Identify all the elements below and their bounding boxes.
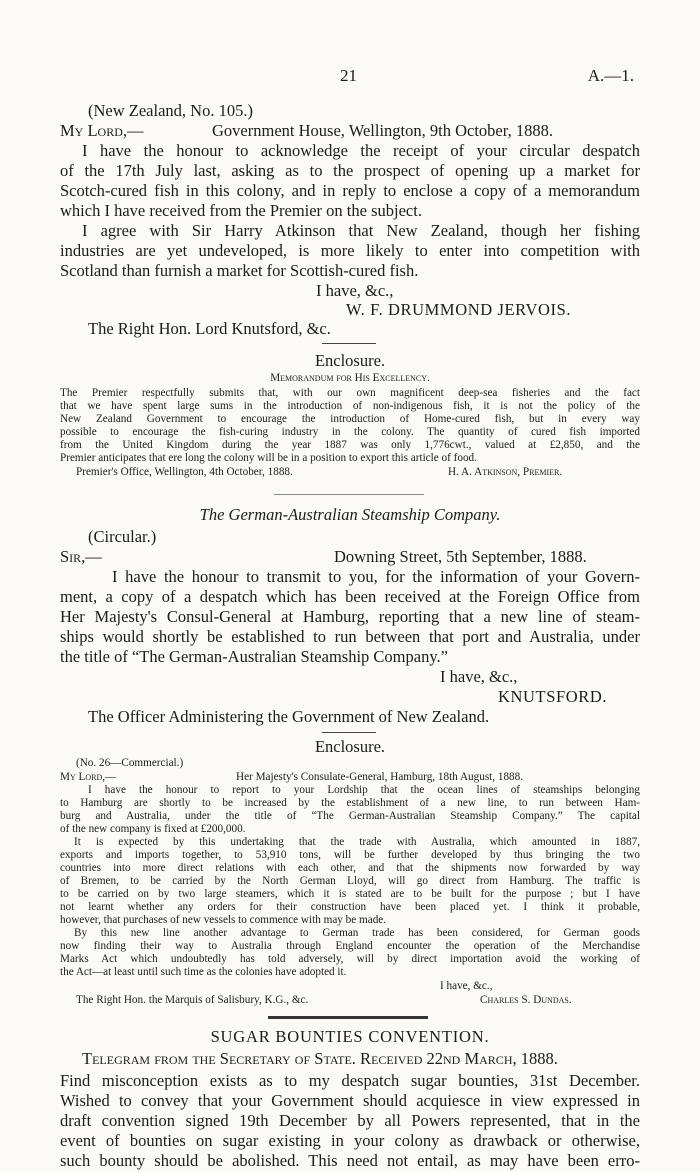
section-title: The German-Australian Steamship Company. [199,505,501,524]
paragraph-line: from the United Kingdom during the year 1887 was only 1,776cwt., valued at £2,850, and the [60,439,640,451]
paragraph-line: Her Majesty's Consul-General at Hamburg, reporting that a new line of steam- [60,607,640,626]
addressee: The Officer Administering the Government of New Zealand. [88,707,490,726]
addressee-signature-row [76,994,640,1008]
paragraph-line: countries into more direct relations with each other, and that the shipments now forwarded by way [60,862,640,874]
section-title: SUGAR BOUNTIES CONVENTION. [210,1027,490,1046]
paragraph-line: not learnt whether any orders for their construction have been placed yet. I think it probable, [60,901,640,913]
salutation: My Lord,— [60,771,117,783]
page-number: 21 [340,66,357,85]
salutation: Sir,— [60,547,102,566]
despatch-address: Government House, Wellington, 9th October, 1888. [212,121,553,140]
despatch-salutation-row [60,120,640,142]
paragraph-line: the Act—at least until such time as the colonies have adopted it. [60,966,347,978]
paragraph-line: industries are yet undeveloped, is more likely to enter into competition with [60,241,640,260]
paragraph-line: event of bounties on sugar existing in your colony as drawback or otherwise, [60,1131,640,1150]
paragraph-line: draft convention signed 19th December by all Powers represented, that in the [60,1111,640,1130]
paragraph-line: such bounty should be abolished. This need not entail, as may have been erro- [60,1151,640,1170]
addressee: The Right Hon. Lord Knutsford, &c. [88,319,331,338]
signature: H. A. Atkinson, Premier. [448,466,563,478]
despatch-heading: (Circular.) [88,527,157,546]
divider [322,343,376,344]
despatch-heading: (New Zealand, No. 105.) [88,101,253,120]
paragraph-line: It is expected by this undertaking that the trade with Australia, which amounted in 1887, [74,836,640,848]
paragraph-line: By this new line another advantage to German trade has been considered, for German goods [74,927,640,939]
section-divider [268,1016,428,1019]
enclosure-title: Enclosure. [314,351,386,370]
paragraph-line: now finding their way to Australia through England encounter the operation of the Merchandise [60,940,640,952]
signature: W. F. DRUMMOND JERVOIS. [346,300,572,319]
paragraph-line: Premier anticipates that ere long the colony will be in a position to export this article of food. [60,452,477,464]
enclosure-title: Enclosure. [314,737,386,756]
place-date: Premier's Office, Wellington, 4th October, 1888. [76,466,293,478]
paragraph-line: I agree with Sir Harry Atkinson that New Zealand, though her fishing [82,221,640,240]
paragraph-line: to be carried on by two large steamers, which it is stated are to be built for the purpose ; but I have [60,888,640,900]
despatch-salutation-row [60,771,640,785]
paragraph-line: Scotch-cured fish in this colony, and in reply to enclose a copy of a memorandum [60,181,640,200]
paragraph-line: ships would shortly be established to run between that port and Australia, under [60,627,640,646]
paragraph-line: which I have received from the Premier on the subject. [60,201,422,220]
paragraph-line: of the new company is fixed at £200,000. [60,823,246,835]
despatch-salutation-row [60,546,640,568]
paragraph-line: exports and imports together, to 53,910 tons, will be further developed by thus bringing the two [60,849,640,861]
paragraph-line: Scotland than furnish a market for Scottish-cured fish. [60,261,419,280]
telegram-heading: Telegram from the Secretary of State. Received 22nd March, 1888. [82,1049,558,1068]
paragraph-line: Wished to convey that your Government should acquiesce in view expressed in [60,1091,640,1110]
addressee: The Right Hon. the Marquis of Salisbury, K.G., &c. [76,994,309,1006]
divider [322,732,376,733]
place-signature-row [76,466,640,480]
paragraph-line: of Bremen, to be carried by the North German Lloyd, will go direct from Hamburg. The traffic is [60,875,640,887]
paragraph-line: to Hamburg are shortly to be increased by the establishment of a new line, to run between Ham- [60,797,640,809]
paragraph-line: Find misconception exists as to my despatch sugar bounties, 31st December. [60,1071,640,1090]
paragraph-line: however, that purchases of new vessels to commence with may be made. [60,914,387,926]
signature: KNUTSFORD. [498,687,608,706]
paragraph-line: I have the honour to transmit to you, for the information of your Govern- [112,567,640,586]
memorandum-title: Memorandum for His Excellency. [270,372,430,384]
paragraph-line: I have the honour to report to your Lordship that the ocean lines of steamships belonging [88,784,640,796]
document-reference: A.—1. [587,66,634,85]
paragraph-line: possible to encourage the fish-curing industry in the colony. The quantity of cured fish imported [60,426,640,438]
salutation: My Lord,— [60,121,144,140]
closing: I have, &c., [440,667,518,686]
signature: Charles S. Dundas. [480,994,572,1006]
paragraph-line: of the 17th July last, asking as to the prospect of opening up a market for [60,161,640,180]
closing: I have, &c., [440,980,493,992]
despatch-address: Her Majesty's Consulate-General, Hamburg, 18th August, 1888. [236,771,524,783]
despatch-address: Downing Street, 5th September, 1888. [334,547,587,566]
paragraph-line: New Zealand Government to encourage the introduction of Home-cured fish, but in every way [60,413,640,425]
section-divider [274,494,424,495]
paragraph-line: that we have spent large sums in the introduction of non-indigenous fish, it is not the policy of the [60,400,640,412]
paragraph-line: ment, a copy of a despatch which has been received at the Foreign Office from [60,587,640,606]
paragraph-line: I have the honour to acknowledge the receipt of your circular despatch [82,141,640,160]
paragraph-line: the title of “The German-Australian Steamship Company.” [60,647,448,666]
paragraph-line: The Premier respectfully submits that, with our own magnificent deep-sea fisheries and the fact [60,387,640,399]
closing: I have, &c., [316,281,394,300]
paragraph-line: Marks Act which undoubtedly has told adversely, will by direct importation avoid the working of [60,953,640,965]
paragraph-line: burg and Australia, under the title of “The German-Australian Steamship Company.” The capital [60,810,640,822]
despatch-heading: (No. 26—Commercial.) [76,757,184,769]
